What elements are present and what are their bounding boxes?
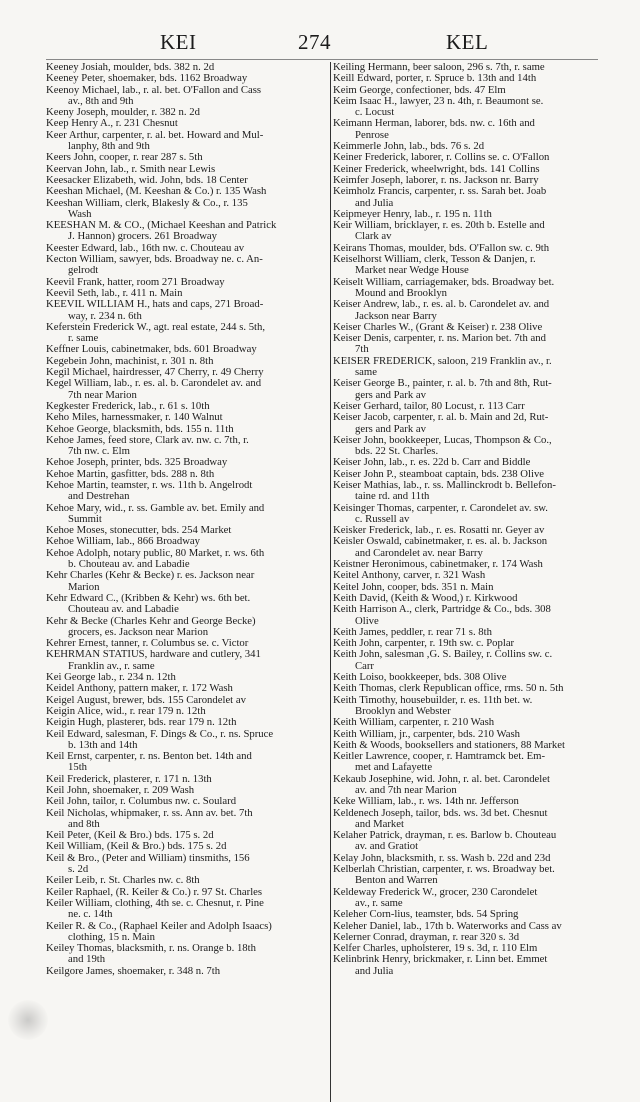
directory-entry — [333, 254, 623, 277]
entry-continuation: Summit — [68, 512, 102, 525]
entry-text: Kehoe Martin, teamster, r. ws. 11th b. Angelrodt — [46, 478, 253, 491]
entry-text: Keil Peter, (Keil & Bro.) bds. 175 s. 2d — [46, 829, 214, 842]
directory-entry — [46, 808, 328, 831]
entry-text: Kehr Charles (Kehr & Becke) r. es. Jackson near — [46, 569, 255, 582]
directory-entry — [46, 548, 328, 571]
entry-text: Kehoe William, lab., 866 Broadway — [46, 535, 201, 548]
directory-entry — [333, 751, 623, 774]
directory-entry — [333, 570, 623, 581]
entry-text: Kehoe Mary, wid., r. ss. Gamble av. bet. Emily and — [46, 501, 265, 514]
entry-text: Keke William, lab., r. ws. 14th nr. Jefferson — [333, 795, 519, 808]
directory-entry — [46, 966, 328, 977]
entry-text: Kegil Michael, hairdresser, 47 Cherry, r. 49 Cherry — [46, 366, 264, 379]
entry-continuation: 7th near Marion — [68, 388, 137, 401]
entry-text: Keimmerle John, lab., bds. 76 s. 2d — [333, 140, 485, 153]
entry-text: Keimfer Joseph, laborer, r. ns. Jackson nr. Barry — [333, 173, 539, 186]
entry-text: Keisinger Thomas, carpenter, r. Carondelet av. sw. — [333, 501, 548, 514]
directory-entry — [333, 954, 623, 977]
entry-text: Kehoe Joseph, printer, bds. 325 Broadway — [46, 456, 228, 469]
entry-continuation: s. 2d — [68, 863, 89, 876]
entry-continuation: Market near Wedge House — [355, 264, 469, 277]
entry-continuation: ne. c. 14th — [68, 908, 113, 921]
entry-text: Keimholz Francis, carpenter, r. ss. Sarah bet. Joab — [333, 185, 547, 198]
entry-text: Keirans Thomas, moulder, bds. O'Fallon sw. c. 9th — [333, 241, 550, 254]
entry-continuation: av., 8th and 9th — [68, 94, 134, 107]
entry-continuation: c. Locust — [355, 106, 395, 119]
directory-entry — [333, 909, 623, 920]
entry-text: Keipmeyer Henry, lab., r. 195 n. 11th — [333, 207, 492, 220]
directory-entry — [46, 898, 328, 921]
entry-continuation: grocers, es. Jackson near Marion — [68, 625, 209, 638]
entry-continuation: gers and Park av — [355, 388, 426, 401]
directory-entry — [333, 808, 623, 831]
entry-text: Keiler William, clothing, 4th se. c. Chesnut, r. Pine — [46, 896, 264, 909]
entry-text: Kegel William, lab., r. es. al. b. Carondelet av. and — [46, 377, 262, 390]
directory-entry — [333, 887, 623, 910]
entry-continuation: same — [355, 366, 377, 379]
entry-text: Keidel Anthony, pattern maker, r. 172 Wash — [46, 682, 233, 695]
entry-text: Keiling Hermann, beer saloon, 296 s. 7th, r. same — [333, 61, 545, 73]
directory-entry — [46, 853, 328, 876]
entry-text: Kelfer Charles, upholsterer, 19 s. 3d, r. 110 Elm — [333, 942, 538, 955]
directory-entry — [46, 378, 328, 401]
entry-text: Kecton William, sawyer, bds. Broadway ne. c. An- — [46, 253, 263, 266]
entry-text: Keith Loiso, bookkeeper, bds. 308 Olive — [333, 671, 507, 684]
entry-text: Keil Ernst, carpenter, r. ns. Benton bet. 14th and — [46, 750, 252, 763]
entry-text: Kehr Edward C., (Kribben & Kehr) ws. 6th bet. — [46, 591, 251, 604]
entry-text: Kehoe George, blacksmith, bds. 155 n. 11th — [46, 422, 234, 435]
entry-text: Keldenech Joseph, tailor, bds. ws. 3d bet. Chesnut — [333, 806, 548, 819]
directory-entry — [333, 412, 623, 435]
entry-text: Kegebein John, machinist, r. 301 n. 8th — [46, 354, 214, 367]
entry-text: Keith & Woods, booksellers and stationers, 88 Market — [333, 738, 565, 751]
entry-text: Kekaub Josephine, wid. John, r. al. bet. Carondelet — [333, 772, 550, 785]
directory-entry — [46, 435, 328, 458]
entry-text: Keiser Denis, carpenter, r. ns. Marion bet. 7th and — [333, 332, 546, 345]
entry-continuation: Penrose — [355, 128, 389, 141]
directory-entry — [46, 186, 328, 197]
entry-text: Kegkester Frederick, lab., r. 61 s. 10th — [46, 399, 210, 412]
directory-entry — [46, 717, 328, 728]
entry-text: Kehoe Martin, gasfitter, bds. 288 n. 8th — [46, 467, 215, 480]
entry-text: Keiler Leib, r. St. Charles nw. c. 8th — [46, 874, 200, 887]
entry-text: Keiner Frederick, wheelwright, bds. 141 Collins — [333, 162, 540, 175]
entry-text: Keith Harrison A., clerk, Partridge & Co., bds. 308 — [333, 603, 551, 616]
entry-text: Keeny Joseph, moulder, r. 382 n. 2d — [46, 106, 200, 119]
entry-text: Keisker Frederick, lab., r. es. Rosatti nr. Geyer av — [333, 524, 545, 537]
directory-entry — [46, 85, 328, 108]
entry-text: Kehoe James, feed store, Clark av. nw. c. 7th, r. — [46, 433, 249, 446]
entry-text: Keffner Louis, cabinetmaker, bds. 601 Broadway — [46, 343, 257, 356]
entry-text: Keisler Oswald, cabinetmaker, r. es. al. b. Jackson — [333, 535, 548, 548]
entry-text: Keiser Jacob, carpenter, r. al. b. Main and 2d, Rut- — [333, 411, 549, 424]
entry-text: KEHRMAN STATIUS, hardware and cutlery, 341 — [46, 648, 261, 661]
entry-text: Keevil Frank, hatter, room 271 Broadway — [46, 275, 225, 288]
entry-text: Keiselhorst William, clerk, Tesson & Danjen, r. — [333, 253, 536, 266]
entry-text: Keil Frederick, plasterer, r. 171 n. 13th — [46, 772, 212, 785]
entry-continuation: way, r. 234 n. 6th — [68, 309, 142, 322]
entry-text: Kehoe Moses, stonecutter, bds. 254 Market — [46, 524, 232, 537]
entry-text: Kelinbrink Henry, brickmaker, r. Linn bet. Emmet — [333, 953, 548, 966]
page-header — [46, 30, 598, 54]
entry-text: Keiser John P., steamboat captain, bds. 238 Olive — [333, 467, 545, 480]
entry-text: Keeney Peter, shoemaker, bds. 1162 Broadway — [46, 72, 248, 85]
directory-entry — [333, 536, 623, 559]
entry-continuation: Wash — [68, 207, 92, 220]
entry-text: Keiler R. & Co., (Raphael Keiler and Adolph Isaacs) — [46, 919, 272, 932]
directory-entry — [333, 220, 623, 243]
entry-text: Keil John, tailor, r. Columbus nw. c. Soulard — [46, 795, 237, 808]
directory-entry — [46, 412, 328, 423]
entry-text: Keil Nicholas, whipmaker, r. ss. Ann av. bet. 7th — [46, 806, 253, 819]
directory-entry — [333, 73, 623, 84]
directory-entry — [333, 683, 623, 694]
entry-text: Keeshan William, clerk, Blakesly & Co., r. 135 — [46, 196, 248, 209]
directory-entry — [46, 73, 328, 84]
entry-text: Keith James, peddler, r. rear 71 s. 8th — [333, 625, 492, 638]
directory-entry — [333, 830, 623, 853]
entry-text: Keith William, carpenter, r. 210 Wash — [333, 716, 495, 729]
directory-entry — [333, 378, 623, 401]
entry-text: Keers John, cooper, r. rear 287 s. 5th — [46, 151, 203, 164]
entry-continuation: met and Lafayette — [355, 761, 433, 774]
entry-text: Keenoy Michael, lab., r. al. bet. O'Fallon and Cass — [46, 83, 262, 96]
directory-entry — [46, 751, 328, 774]
entry-continuation: r. same — [68, 332, 99, 345]
entry-text: Keiler Raphael, (R. Keiler & Co.) r. 97 St. Charles — [46, 885, 263, 898]
column-divider — [330, 62, 331, 1102]
entry-continuation: Franklin av., r. same — [68, 659, 155, 672]
entry-text: Keistner Heronimous, cabinetmaker, r. 174 Wash — [333, 558, 543, 571]
directory-entry — [333, 435, 623, 458]
entry-text: Keiser Charles W., (Grant & Keiser) r. 238 Olive — [333, 320, 543, 333]
entry-text: Keferstein Frederick W., agt. real estate, 244 s. 5th, — [46, 320, 266, 333]
entry-continuation: Olive — [355, 614, 379, 627]
entry-text: Keim Isaac H., lawyer, 23 n. 4th, r. Beaumont se. — [333, 94, 544, 107]
entry-text: Keith Timothy, housebuilder, r. es. 11th bet. w. — [333, 693, 533, 706]
directory-entry — [46, 875, 328, 886]
entry-continuation: and 19th — [68, 953, 106, 966]
entry-continuation: J. Hannon) grocers. 261 Broadway — [68, 230, 217, 243]
entry-text: Keho Miles, harnessmaker, r. 140 Walnut — [46, 411, 223, 424]
directory-entry — [333, 649, 623, 672]
directory-entry — [46, 457, 328, 468]
entry-continuation: 15th — [68, 761, 88, 774]
directory-entry — [46, 152, 328, 163]
entry-continuation: and 8th — [68, 817, 100, 830]
entry-continuation: Clark av — [355, 230, 392, 243]
entry-text: Keith John, carpenter, r. 19th sw. c. Poplar — [333, 637, 515, 650]
entry-text: Keiner Frederick, laborer, r. Collins se. c. O'Fallon — [333, 151, 550, 164]
entry-text: Kelberlah Christian, carpenter, r. ws. Broadway bet. — [333, 863, 555, 876]
entry-text: Keigel August, brewer, bds. 155 Carondelet av — [46, 693, 246, 706]
entry-text: Keil John, shoemaker, r. 209 Wash — [46, 784, 195, 796]
entry-continuation: and Carondelet av. near Barry — [355, 546, 483, 559]
entry-text: Keil William, (Keil & Bro.) bds. 175 s. 2d — [46, 840, 227, 853]
entry-text: Keiser Mathias, lab., r. ss. Mallinckrodt b. Bellefon- — [333, 478, 556, 491]
directory-entry — [333, 96, 623, 119]
entry-text: KEESHAN M. & CO., (Michael Keeshan and Patrick — [46, 219, 277, 232]
directory-entry — [46, 570, 328, 593]
entry-text: Keill Edward, porter, r. Spruce b. 13th and 14th — [333, 72, 537, 85]
directory-entry — [46, 683, 328, 694]
entry-text: Keith Thomas, clerk Republican office, rms. 50 n. 5th — [333, 682, 564, 695]
directory-entry — [333, 457, 623, 468]
directory-entry — [46, 299, 328, 322]
entry-continuation: c. Russell av — [355, 512, 410, 525]
entry-text: Keep Henry A., r. 231 Chesnut — [46, 117, 178, 130]
directory-entry — [46, 480, 328, 503]
entry-text: Keith John, salesman ,G. S. Bailey, r. Collins sw. c. — [333, 648, 553, 661]
directory-entry — [333, 356, 623, 379]
entry-continuation: lanphy, 8th and 9th — [68, 140, 150, 153]
entry-continuation: Chouteau av. and Labadie — [68, 603, 179, 616]
entry-continuation: Marion — [68, 580, 100, 593]
entry-text: Keervan John, lab., r. Smith near Lewis — [46, 162, 216, 175]
entry-text: Keiser Gerhard, tailor, 80 Locust, r. 113 Carr — [333, 399, 525, 412]
ink-blot-stain — [8, 1000, 48, 1040]
entry-text: Keitler Lawrence, cooper, r. Hamtramck bet. Em- — [333, 750, 546, 763]
entry-continuation: av. and Gratiot — [355, 840, 419, 853]
entry-continuation: bds. 22 St. Charles. — [355, 445, 439, 458]
directory-entry — [333, 774, 623, 797]
entry-text: Keleher Corn-lius, teamster, bds. 54 Spring — [333, 908, 519, 921]
directory-entry — [333, 604, 623, 627]
entry-text: Keiley Thomas, blacksmith, r. ns. Orange b. 18th — [46, 942, 256, 955]
entry-continuation: b. Chouteau av. and Labadie — [68, 558, 190, 571]
entry-text: Keester Edward, lab., 16th nw. c. Chouteau av — [46, 241, 245, 254]
entry-continuation: 7th — [355, 343, 369, 356]
entry-text: Keith David, (Keith & Wood,) r. Kirkwood — [333, 591, 518, 604]
page-number: 274 — [298, 30, 331, 54]
directory-entry — [46, 921, 328, 944]
directory-entry — [46, 130, 328, 153]
entry-text: Kei George lab., r. 234 n. 12th — [46, 671, 176, 684]
header-rule — [46, 59, 598, 60]
entry-text: Keil Edward, salesman, F. Dings & Co., r. ns. Spruce — [46, 727, 274, 740]
entry-text: KEEVIL WILLIAM H., hats and caps, 271 Broad- — [46, 298, 264, 311]
entry-text: Keleher Daniel, lab., 17th b. Waterworks and Cass av — [333, 919, 562, 932]
directory-entry — [46, 322, 328, 345]
entry-continuation: av. and 7th near Marion — [355, 784, 457, 796]
directory-entry — [46, 254, 328, 277]
directory-entry — [46, 729, 328, 752]
entry-text: Keldeway Frederick W., grocer, 230 Carondelet — [333, 885, 538, 898]
left-guide-word: KEI — [160, 30, 197, 54]
directory-entry — [333, 796, 623, 807]
entry-continuation: clothing, 15 n. Main — [68, 930, 155, 943]
entry-text: Keigin Hugh, plasterer, bds. rear 179 n. 12th — [46, 716, 237, 729]
entry-text: Keitel John, cooper, bds. 351 n. Main — [333, 580, 494, 593]
directory-entry — [333, 503, 623, 526]
entry-text: Kehr & Becke (Charles Kehr and George Becke) — [46, 614, 256, 627]
entry-text: Kehrer Ernest, tanner, r. Columbus se. c. Victor — [46, 637, 249, 650]
directory-entry — [46, 593, 328, 616]
entry-text: Kelay John, blacksmith, r. ss. Wash b. 22d and 23d — [333, 851, 551, 864]
entry-text: Keesacker Elizabeth, wid. John, bds. 18 Center — [46, 173, 248, 186]
entry-continuation: and Destrehan — [68, 490, 130, 503]
directory-entry — [333, 277, 623, 300]
entry-text: Kelerner Conrad, drayman, r. rear 320 s. 3d — [333, 930, 520, 943]
entry-text: Keiser George B., painter, r. al. b. 7th and 8th, Rut- — [333, 377, 552, 390]
entry-text: Kehoe Adolph, notary public, 80 Market, r. ws. 6th — [46, 546, 265, 559]
directory-entry — [333, 118, 623, 141]
entry-continuation: taine rd. and 11th — [355, 490, 430, 503]
directory-entry — [333, 333, 623, 356]
directory-entry — [46, 220, 328, 243]
left-column — [46, 62, 328, 977]
directory-entry — [333, 186, 623, 209]
entry-text: Keiser John, bookkeeper, Lucas, Thompson & Co., — [333, 433, 552, 446]
entry-text: Keiselt William, carriagemaker, bds. Broadway bet. — [333, 275, 555, 288]
right-column — [333, 62, 623, 977]
directory-entry — [333, 480, 623, 503]
entry-continuation: and Julia — [355, 964, 394, 977]
directory-entry — [333, 864, 623, 887]
directory-entry — [333, 299, 623, 322]
directory-entry — [46, 198, 328, 221]
entry-text: Keith William, jr., carpenter, bds. 210 Wash — [333, 727, 520, 740]
entry-continuation: 7th nw. c. Elm — [68, 445, 130, 458]
entry-text: Keim George, confectioner, bds. 47 Elm — [333, 83, 506, 96]
directory-entry — [46, 649, 328, 672]
entry-continuation: b. 13th and 14th — [68, 738, 138, 751]
entry-continuation: Carr — [355, 659, 374, 672]
entry-text: Keitel Anthony, carver, r. 321 Wash — [333, 569, 486, 582]
entry-text: Keiser Andrew, lab., r. es. al. b. Carondelet av. and — [333, 298, 550, 311]
entry-text: KEISER FREDERICK, saloon, 219 Franklin av., r. — [333, 354, 552, 367]
entry-continuation: av., r. same — [355, 896, 403, 909]
entry-continuation: and Market — [355, 817, 404, 830]
entry-text: Keer Arthur, carpenter, r. al. bet. Howard and Mul- — [46, 128, 264, 141]
directory-entry — [46, 503, 328, 526]
entry-continuation: Mound and Brooklyn — [355, 286, 448, 299]
directory-entry — [46, 796, 328, 807]
entry-continuation: gers and Park av — [355, 422, 426, 435]
entry-text: Keimann Herman, laborer, bds. nw. c. 16th and — [333, 117, 535, 130]
directory-entry — [46, 943, 328, 966]
entry-text: Keil & Bro., (Peter and William) tinsmiths, 156 — [46, 851, 250, 864]
directory-entry — [46, 616, 328, 639]
directory-entry — [333, 152, 623, 163]
entry-continuation: gelrodt — [68, 264, 99, 277]
entry-text: Keir William, bricklayer, r. es. 20th b. Estelle and — [333, 219, 545, 232]
entry-text: Keeshan Michael, (M. Keeshan & Co.) r. 135 Wash — [46, 185, 267, 198]
directory-entry — [333, 695, 623, 718]
entry-text: Keevil Seth, lab., r. 411 n. Main — [46, 286, 183, 299]
entry-continuation: Brooklyn and Webster — [355, 704, 451, 717]
entry-text: Keilgore James, shoemaker, r. 348 n. 7th — [46, 964, 221, 977]
entry-continuation: and Julia — [355, 196, 394, 209]
entry-text: Keeney Josiah, moulder, bds. 382 n. 2d — [46, 61, 215, 73]
entry-continuation: Jackson near Barry — [355, 309, 437, 322]
directory-entry — [333, 717, 623, 728]
entry-text: Kelaher Patrick, drayman, r. es. Barlow b. Chouteau — [333, 829, 557, 842]
entry-continuation: Benton and Warren — [355, 874, 438, 887]
entry-text: Keiser John, lab., r. es. 22d b. Carr and Biddle — [333, 456, 531, 469]
right-guide-word: KEL — [446, 30, 489, 54]
entry-text: Keigin Alice, wid., r. rear 179 n. 12th — [46, 704, 206, 717]
